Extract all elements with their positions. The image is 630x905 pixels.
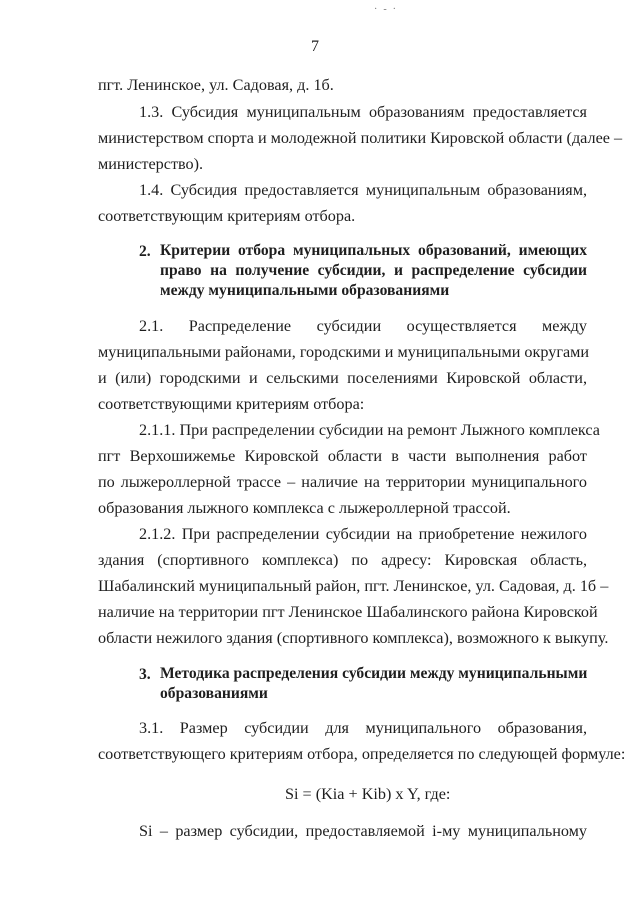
text-line: соответствующими критериям отбора: [98,395,365,413]
section-3-heading: Методика распределения субсидии между муниципальными [160,665,588,682]
text-line: по лыжероллерной трассе – наличие на территории муниципального [98,473,587,491]
text-line: соответствующим критериям отбора. [98,207,356,225]
text-line: пгт Верхошижемье Кировской области в части выполнения работ [98,447,587,465]
section-2-heading: Критерии отбора муниципальных образований, имеющих [160,242,587,259]
text-line: Si – размер субсидии, предоставляемой i-му муниципальному [139,822,587,840]
paragraph-3-1-line: 3.1. Размер субсидии для муниципального образования, [139,719,587,737]
page-number: 7 [311,38,319,55]
paragraph-2-1-1-line: 2.1.1. При распределении субсидии на ремонт Лыжного комплекса [139,421,600,439]
section-3-heading: образованиями [160,685,268,702]
text-line: и (или) городскими и сельскими поселениями Кировской области, [98,369,587,387]
text-line: Шабалинский муниципальный район, пгт. Ленинское, ул. Садовая, д. 1б – [98,577,609,595]
text-line: наличие на территории пгт Ленинское Шабалинского района Кировской [98,603,598,621]
text-line: образования лыжного комплекса с лыжероллерной трассой. [98,499,511,517]
paragraph-2-1-2-line: 2.1.2. При распределении субсидии на приобретение нежилого [139,525,587,543]
formula: Si = (Kia + Kib) x Y, где: [285,785,451,803]
paragraph-2-1-line: 2.1. Распределение субсидии осуществляется между [139,317,587,335]
scan-specks: ·-· [374,4,402,15]
paragraph-1-4-line: 1.4. Субсидия предоставляется муниципальным образованиям, [139,181,587,199]
text-line: министерство). [98,155,204,173]
text-line: здания (спортивного комплекса) по адресу: Кировская область, [98,551,587,569]
text-line: министерством спорта и молодежной политики Кировской области (далее – [98,129,623,147]
section-2-number: 2. [139,243,151,260]
paragraph-1-3-line: 1.3. Субсидия муниципальным образованиям предоставляется [139,103,587,121]
section-3-number: 3. [139,666,151,683]
section-2-heading: право на получение субсидии, и распределение субсидии [160,262,587,279]
text-line: муниципальными районами, городскими и муниципальными округами [98,343,590,361]
text-line: пгт. Ленинское, ул. Садовая, д. 1б. [98,76,334,94]
text-line: соответствующего критериям отбора, определяется по следующей формуле: [98,745,626,763]
text-line: области нежилого здания (спортивного комплекса), возможного к выкупу. [98,629,609,647]
section-2-heading: между муниципальными образованиями [160,282,450,299]
